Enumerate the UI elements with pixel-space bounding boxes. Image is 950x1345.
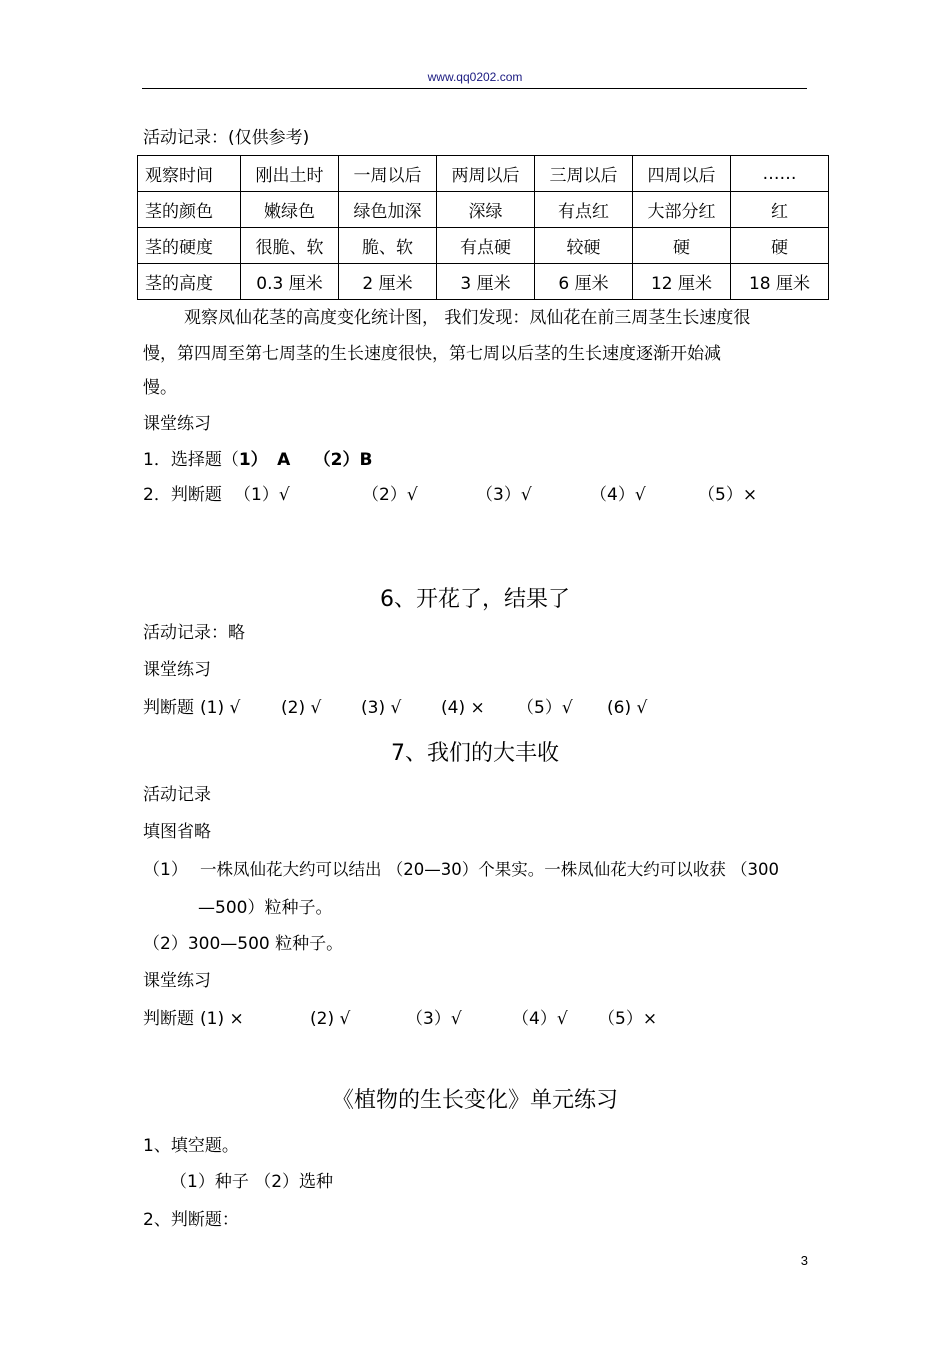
table-cell: 12 厘米 [633,264,731,300]
practice-label: 课堂练习 [143,414,211,434]
table-cell: 有点硬 [437,228,535,264]
table-cell: 较硬 [535,228,633,264]
item-1-line-2: —500）粒种子。 [198,898,333,918]
table-cell: 深绿 [437,192,535,228]
item-1-number: （1） [143,860,188,880]
item-2: （2）300—500 粒种子。 [143,934,344,954]
section-7-judge-label: 判断题 [143,1009,194,1029]
choice-answer-2-num: （2） [313,450,360,470]
observation-table [137,155,829,300]
paragraph-line-2: 慢，第四周至第七周茎的生长速度很快，第七周以后茎的生长速度逐渐开始减 [143,344,721,364]
table-cell: 有点红 [535,192,633,228]
table-cell: 大部分红 [633,192,731,228]
paragraph-line-1: 观察凤仙花茎的高度变化统计图， 我们发现：凤仙花在前三周茎生长速度很 [184,308,751,328]
item-1-line-1: 一株凤仙花大约可以结出 （20—30）个果实。一株凤仙花大约可以收获 （300 [200,860,779,879]
table-cell: 两周以后 [437,156,535,192]
choice-question-label: 1．选择题（ [143,450,239,470]
judge-answer: （3）√ [476,485,532,505]
section-6-activity: 活动记录：略 [143,623,245,643]
choice-answer-1: A [277,450,291,470]
judge-answer: (2) √ [281,698,322,718]
activity-record-label: 活动记录：(仅供参考) [143,128,310,148]
table-row-header: 茎的硬度 [138,228,241,264]
choice-answer-1-num: 1） [238,450,268,470]
table-cell: 18 厘米 [731,264,829,300]
table-cell: …… [731,156,829,192]
judge-answer: （5）× [598,1009,658,1029]
judge-answer: （5）√ [517,698,573,718]
table-row-header: 茎的颜色 [138,192,241,228]
unit-q2-label: 2、判断题： [143,1210,239,1230]
section-6-title: 6、开花了，结果了 [380,587,570,612]
table-cell: 3 厘米 [437,264,535,300]
page-number: 3 [800,1253,808,1268]
table-row [138,228,829,264]
table-cell: 绿色加深 [339,192,437,228]
table-cell: 硬 [731,228,829,264]
table-cell: 硬 [633,228,731,264]
section-7-practice-label: 课堂练习 [143,971,211,991]
table-cell: 四周以后 [633,156,731,192]
section-7-activity: 活动记录 [143,785,211,805]
table-row [138,192,829,228]
header-rule [142,88,807,89]
choice-question [143,450,372,470]
judge-answer: (2) √ [310,1009,351,1029]
judge-answer: (3) √ [361,698,402,718]
table-cell: 很脆、软 [241,228,339,264]
table-cell: 红 [731,192,829,228]
judge-answer: (6) √ [607,698,648,718]
judge-answer: （5）× [698,485,758,505]
table-cell: 嫩绿色 [241,192,339,228]
table-cell: 三周以后 [535,156,633,192]
table-cell: 一周以后 [339,156,437,192]
judge-answer: (1) × [200,1009,244,1029]
choice-answer-2: B [359,450,373,470]
section-7-title: 7、我们的大丰收 [391,741,559,766]
judge-answer: （3）√ [406,1009,462,1029]
section-6-practice-label: 课堂练习 [143,660,211,680]
section-7-fill-map: 填图省略 [143,822,211,842]
table-cell: 0.3 厘米 [241,264,339,300]
unit-title: 《植物的生长变化》单元练习 [331,1088,618,1113]
unit-q1-label: 1、填空题。 [143,1136,239,1156]
judge-answer: (1) √ [200,698,241,718]
judge-answer: （1）√ [234,485,290,505]
paragraph-line-3: 慢。 [143,378,177,398]
table-cell: 刚出土时 [241,156,339,192]
table-cell: 6 厘米 [535,264,633,300]
table-row-header: 茎的高度 [138,264,241,300]
judge-answer: （4）√ [590,485,646,505]
table-cell: 2 厘米 [339,264,437,300]
judge-question [143,485,222,505]
table-row [138,156,829,192]
judge-answer: (4) × [441,698,485,718]
header-url[interactable]: www.qq0202.com [427,70,523,84]
table-row-header: 观察时间 [138,156,241,192]
section-6-judge-label: 判断题 [143,698,194,718]
table-row [138,264,829,300]
judge-answer: （2）√ [362,485,418,505]
unit-q1-answers: （1）种子 （2）选种 [170,1172,334,1192]
judge-question-label: 2．判断题 [143,485,222,505]
table-cell: 脆、软 [339,228,437,264]
judge-answer: （4）√ [512,1009,568,1029]
